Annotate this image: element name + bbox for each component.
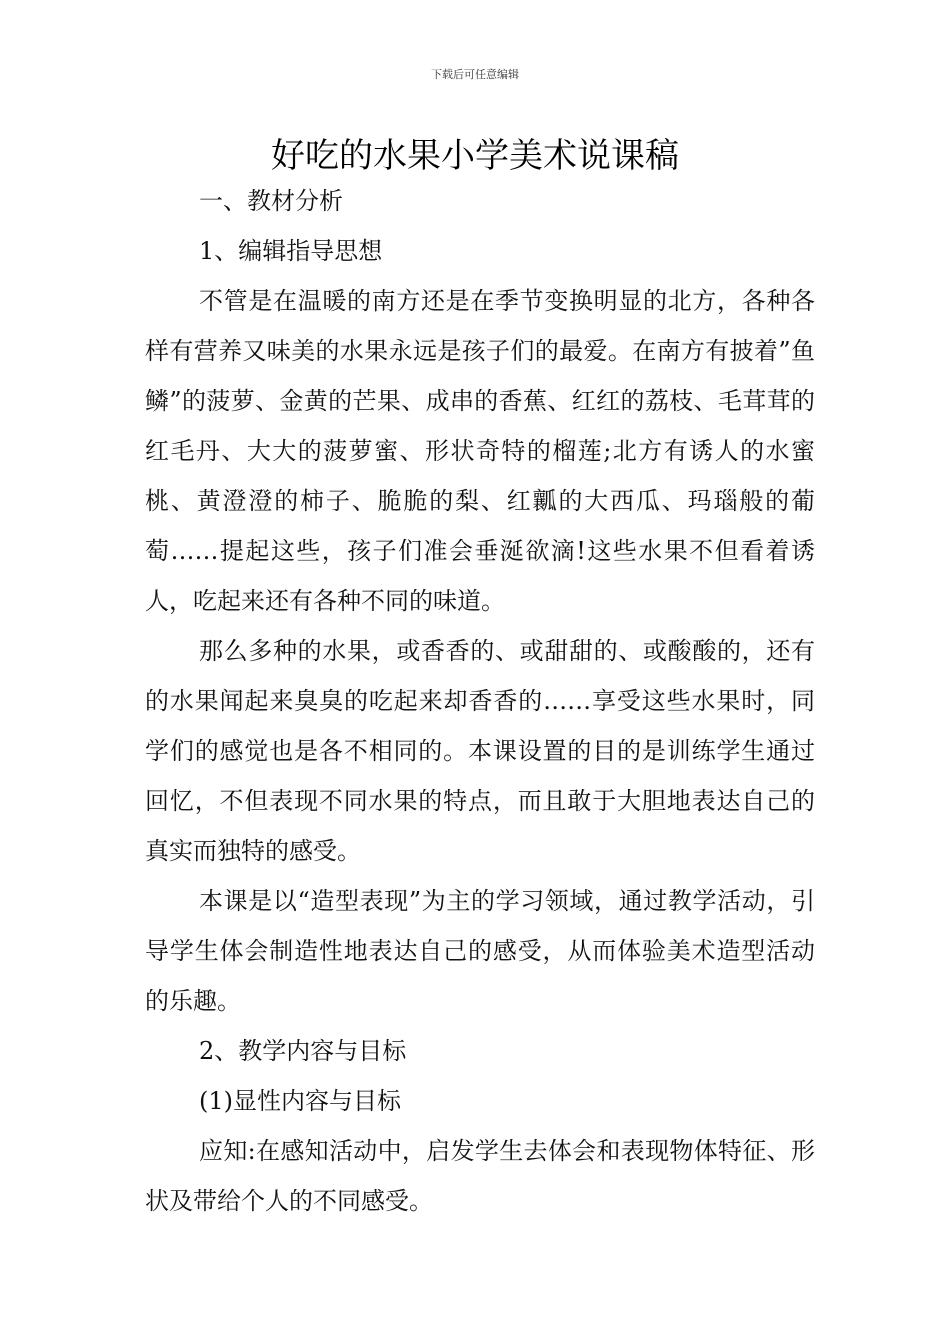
paragraph: 那么多种的水果，或香香的、或甜甜的、或酸酸的，还有的水果闻起来臭臭的吃起来却香香的……享受这些水果时，同学们的感觉也是各不相同的。本课设置的目的是训练学生通过回忆，不但表现不同水果的特点，而且敢于大胆地表达自己的真实而独特的感受。 — [145, 637, 815, 865]
document-title: 好吃的水果小学美术说课稿 — [271, 136, 679, 176]
subsection-heading: (1)显性内容与目标 — [199, 1087, 401, 1115]
subsection-heading: 1、编辑指导思想 — [199, 237, 383, 265]
paragraph: 应知:在感知活动中，启发学生去体会和表现物体特征、形状及带给个人的不同感受。 — [145, 1137, 815, 1215]
paragraph: 本课是以“造型表现”为主的学习领域，通过教学活动，引导学生体会制造性地表达自己的感受，从而体验美术造型活动的乐趣。 — [145, 887, 815, 1015]
subsection-heading: 2、教学内容与目标 — [199, 1037, 407, 1065]
paragraph: 不管是在温暖的南方还是在季节变换明显的北方，各种各样有营养又味美的水果永远是孩子们的最爱。在南方有披着”鱼鳞”的菠萝、金黄的芒果、成串的香蕉、红红的荔枝、毛茸茸的红毛丹、大大的菠萝蜜、形状奇特的榴莲;北方有诱人的水蜜桃、黄澄澄的柿子、脆脆的梨、红瓤的大西瓜、玛瑙般的葡萄……提起这些，孩子们准会垂涎欲滴!这些水果不但看着诱人，吃起来还有各种不同的味道。 — [145, 287, 815, 615]
document-body — [145, 176, 815, 1226]
section-heading: 一、教材分析 — [199, 187, 343, 215]
header-note: 下载后可任意编辑 — [431, 68, 519, 81]
